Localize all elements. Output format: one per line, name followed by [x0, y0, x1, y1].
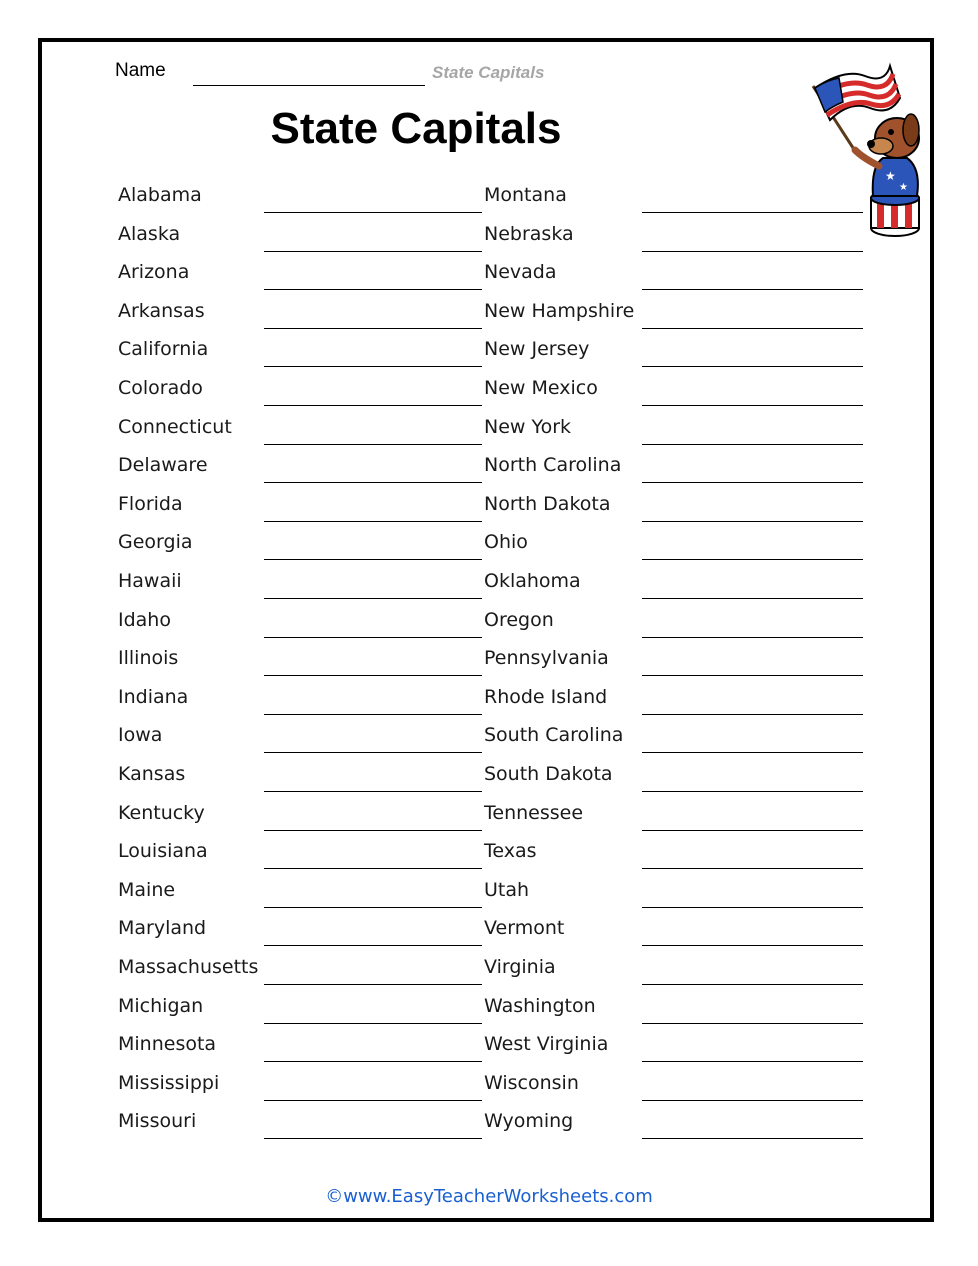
state-name: Texas — [484, 840, 537, 863]
state-name: Maryland — [118, 917, 207, 940]
state-name: Wisconsin — [484, 1071, 579, 1094]
state-name: New Jersey — [484, 338, 590, 361]
state-row — [0, 879, 978, 918]
state-row — [0, 261, 978, 300]
state-name: Rhode Island — [484, 685, 608, 708]
state-name: North Dakota — [484, 492, 611, 515]
state-name: Louisiana — [118, 840, 208, 863]
state-name: Oregon — [484, 608, 554, 631]
state-name: Michigan — [118, 994, 204, 1017]
state-name: Connecticut — [118, 415, 232, 438]
capital-answer-line[interactable] — [642, 559, 863, 560]
state-name: Washington — [484, 994, 596, 1017]
capital-answer-line[interactable] — [642, 868, 863, 869]
capital-answer-line[interactable] — [642, 1023, 863, 1024]
capital-answer-line[interactable] — [642, 482, 863, 483]
state-name: North Carolina — [484, 454, 622, 477]
state-name: Maine — [118, 878, 176, 901]
state-name: West Virginia — [484, 1033, 609, 1056]
state-row — [0, 995, 978, 1034]
state-row — [0, 647, 978, 686]
state-name: Tennessee — [484, 801, 584, 824]
state-name: California — [118, 338, 209, 361]
state-name: Delaware — [118, 454, 208, 477]
svg-text:★: ★ — [899, 182, 908, 193]
state-name: Wyoming — [484, 1110, 574, 1133]
state-row — [0, 223, 978, 262]
state-row — [0, 531, 978, 570]
state-name: Arkansas — [118, 299, 205, 322]
state-row — [0, 338, 978, 377]
capital-answer-line[interactable] — [642, 289, 863, 290]
footer-copyright: ©www.EasyTeacherWorksheets.com — [325, 1186, 653, 1207]
capital-answer-line[interactable] — [642, 328, 863, 329]
state-name: Idaho — [118, 608, 171, 631]
state-row — [0, 454, 978, 493]
capital-answer-line[interactable] — [642, 714, 863, 715]
capital-answer-line[interactable] — [642, 791, 863, 792]
name-label: Name — [115, 60, 166, 81]
state-name: Florida — [118, 492, 183, 515]
capital-answer-line[interactable] — [642, 1138, 863, 1139]
state-name: Nebraska — [484, 222, 574, 245]
state-name: Indiana — [118, 685, 189, 708]
state-name: Pennsylvania — [484, 647, 609, 670]
capital-answer-line[interactable] — [642, 212, 863, 213]
capital-answer-line[interactable] — [642, 405, 863, 406]
state-name: Nevada — [484, 261, 557, 284]
state-name: Oklahoma — [484, 570, 581, 592]
capital-answer-line[interactable] — [642, 251, 863, 252]
state-row — [0, 763, 978, 802]
state-name: Kansas — [118, 763, 186, 785]
capital-answer-line[interactable] — [642, 444, 863, 445]
state-row — [0, 570, 978, 609]
capital-answer-line[interactable] — [642, 907, 863, 908]
state-name: Arizona — [118, 261, 190, 284]
state-row — [0, 1033, 978, 1072]
state-name: New Mexico — [484, 377, 598, 399]
state-row — [0, 416, 978, 455]
capital-answer-line[interactable] — [642, 752, 863, 753]
state-name: Mississippi — [118, 1071, 220, 1094]
capital-answer-line[interactable] — [642, 366, 863, 367]
state-name: Virginia — [484, 956, 556, 978]
state-row — [0, 724, 978, 763]
state-row — [0, 493, 978, 532]
state-name: Ohio — [484, 531, 528, 554]
page-title: State Capitals — [270, 104, 562, 153]
capital-answer-line[interactable] — [642, 675, 863, 676]
state-name: New York — [484, 415, 572, 438]
state-row — [0, 184, 978, 223]
capital-answer-line[interactable] — [642, 1100, 863, 1101]
state-name: Vermont — [484, 917, 565, 940]
state-name: Montana — [484, 184, 567, 206]
state-name: Utah — [484, 878, 530, 901]
capital-answer-line[interactable] — [642, 1061, 863, 1062]
state-name: Massachusetts — [118, 956, 259, 978]
capital-answer-line[interactable] — [642, 637, 863, 638]
state-row — [0, 1110, 978, 1149]
capital-answer-line[interactable] — [642, 984, 863, 985]
state-row — [0, 686, 978, 725]
svg-text:★: ★ — [885, 169, 896, 183]
state-row — [0, 917, 978, 956]
state-name: Illinois — [118, 647, 179, 670]
state-name: Missouri — [118, 1110, 197, 1133]
state-row — [0, 609, 978, 648]
state-row — [0, 802, 978, 841]
state-name: Kentucky — [118, 801, 205, 824]
state-name: South Carolina — [484, 724, 624, 747]
state-name: South Dakota — [484, 763, 613, 785]
capital-answer-line[interactable] — [642, 945, 863, 946]
header-subtitle: State Capitals — [432, 63, 545, 82]
state-row — [0, 956, 978, 995]
state-row — [0, 840, 978, 879]
state-row — [0, 377, 978, 416]
capital-answer-line[interactable] — [642, 598, 863, 599]
state-name: Georgia — [118, 531, 193, 554]
state-name: New Hampshire — [484, 299, 635, 322]
capital-answer-line[interactable] — [642, 521, 863, 522]
state-name: Iowa — [118, 724, 163, 747]
state-name: Colorado — [118, 377, 203, 399]
state-name: Alabama — [118, 184, 202, 206]
state-row — [0, 1072, 978, 1111]
capital-answer-line[interactable] — [642, 830, 863, 831]
state-row — [0, 300, 978, 339]
state-name: Hawaii — [118, 570, 182, 592]
state-name: Alaska — [118, 222, 181, 245]
name-answer-line[interactable] — [193, 85, 425, 86]
state-name: Minnesota — [118, 1033, 217, 1056]
